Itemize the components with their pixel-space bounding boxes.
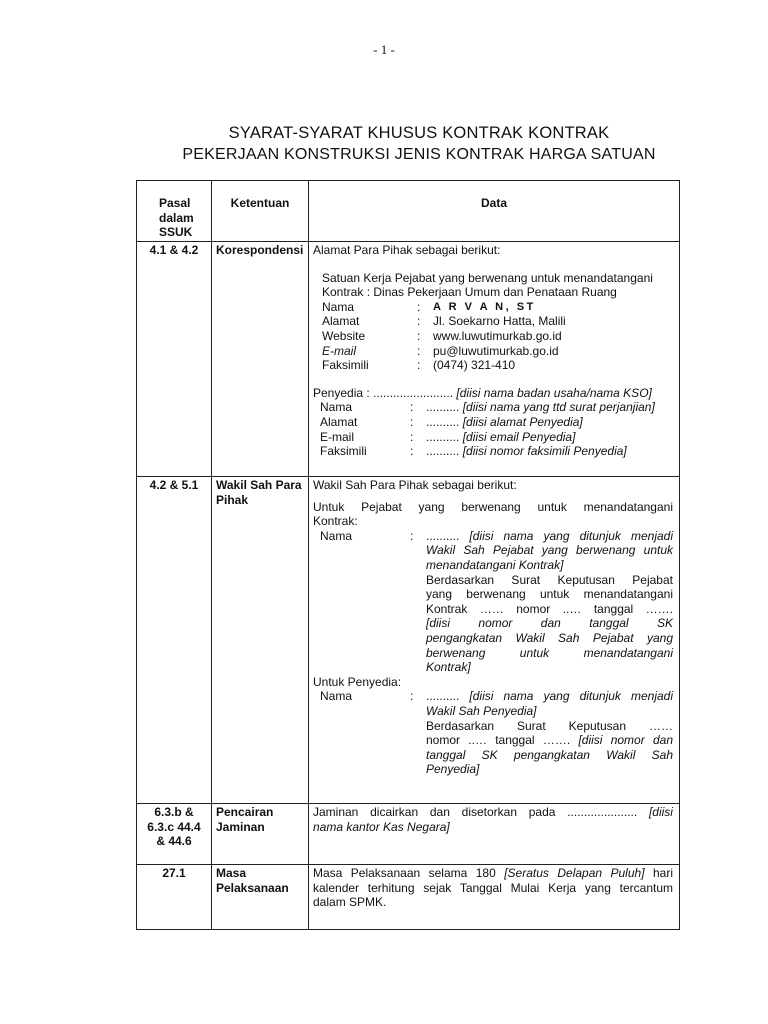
- document-subtitle: PEKERJAAN KONSTRUKSI JENIS KONTRAK HARGA SATUAN: [182, 146, 656, 163]
- table-row: [137, 865, 680, 930]
- penyedia-line: Penyedia : ........................ [diisi nama badan usaha/nama KSO]: [313, 385, 652, 400]
- row-ketentuan: Pencairan Jaminan: [212, 804, 309, 865]
- row-pasal: 6.3.b & 6.3.c 44.4 & 44.6: [137, 804, 212, 865]
- table-row: [137, 804, 680, 865]
- table-row: [137, 477, 680, 804]
- contract-table: [136, 180, 680, 930]
- row-pasal: 4.2 & 5.1: [137, 477, 212, 804]
- row-data: Jaminan dicairkan dan disetorkan pada ..................... [diisi nama kantor Kas Negara]: [309, 804, 680, 865]
- kv-alamat: Alamat : Jl. Soekarno Hatta, Malili: [322, 314, 566, 329]
- table-header-row: [137, 181, 680, 242]
- kv-nama: Nama : A R V A N, ST: [322, 299, 536, 314]
- row-ketentuan: Wakil Sah Para Pihak: [212, 477, 309, 804]
- page-number: - 1 -: [373, 42, 395, 57]
- kv-email: E-mail : pu@luwutimurkab.go.id: [322, 343, 559, 358]
- kv-website: Website : www.luwutimurkab.go.id: [322, 328, 562, 343]
- row-pasal: 27.1: [137, 865, 212, 930]
- row-data: Alamat Para Pihak sebagai berikut: Satuan Kerja Pejabat yang berwenang untuk menandatangani Kontrak : Dinas Pekerjaan Umum dan Penataan Ruang Nama : A R V A N, ST Alamat : Jl. Soekarno Hatta, Malili Website : www.luwutimurkab.go.id E-mail : pu@luwutimurkab.go.id Faksimili : (0474) 321-410 Penyedia : ........................ [diisi nama badan usaha/nama KSO] Nama : .......... [diisi nama yang ttd surat perjanjian] Alamat : .......... [diisi alamat Penyedia] E-mail : .......... [diisi email Penyedia] Faksimili : .......... [diisi nomor faksimili Penyedia]: [309, 242, 680, 477]
- row-pasal: 4.1 & 4.2: [137, 242, 212, 477]
- row-ketentuan: Korespondensi: [212, 242, 309, 477]
- table-row: [137, 242, 680, 477]
- kv-faksimili: Faksimili : (0474) 321-410: [322, 358, 516, 373]
- row-ketentuan: Masa Pelaksanaan: [212, 865, 309, 930]
- header-ketentuan: Ketentuan: [212, 181, 309, 242]
- row-data: Wakil Sah Para Pihak sebagai berikut: Untuk Pejabat yang berwenang untuk menandatangani Kontrak: Nama : .......... [diisi nama yang ditunjuk menjadi Wakil Sah Pejabat yang berwenang untuk menandatangani Kontrak] Berdasarkan Surat Keputusan Pejabat yang berwenang untuk menandatangani Kontrak …… nomor ..… tanggal ……. [diisi nomor dan tanggal SK pengangkatan Wakil Sah Pejabat yang berwenang untuk menandatangani Kontrak] Untuk Penyedia: Nama : .......... [diisi nama yang ditunjuk menjadi Wakil Sah Penyedia] Berdasarkan Surat Keputusan …… nomor ..… tanggal ……. [diisi nomor dan tanggal SK pengangkatan Wakil Sah Penyedia]: [309, 477, 680, 804]
- row-data: Masa Pelaksanaan selama 180 [Seratus Delapan Puluh] hari kalender terhitung sejak Tanggal Mulai Kerja yang tercantum dalam SPMK.: [309, 865, 680, 930]
- header-pasal: Pasal dalam SSUK: [137, 181, 212, 242]
- header-data: Data: [309, 181, 680, 242]
- document-title: SYARAT-SYARAT KHUSUS KONTRAK KONTRAK: [228, 124, 610, 142]
